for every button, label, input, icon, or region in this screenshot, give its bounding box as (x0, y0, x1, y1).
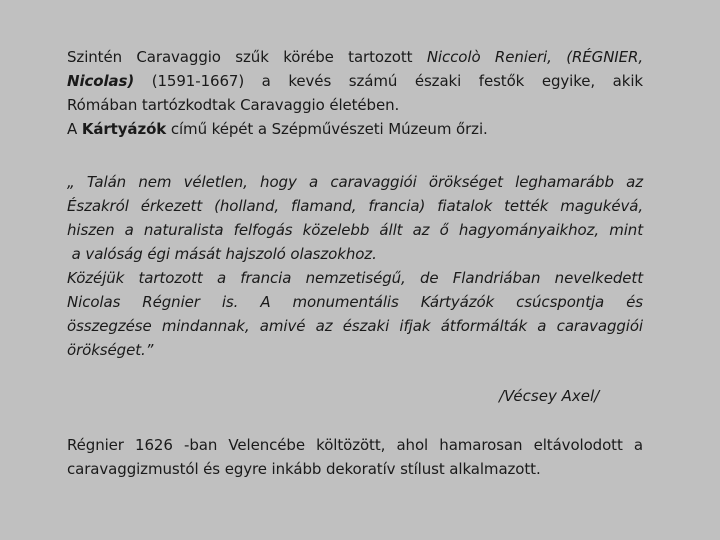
intro-line-1 (67, 45, 643, 69)
intro-line-4 (67, 117, 643, 141)
artist-name-continued: Nicolas) (67, 72, 135, 90)
quote-line: „ Talán nem véletlen, hogy a caravaggiói örökséget leghamarább az (67, 173, 643, 191)
artist-name: Niccolò Renieri, (RÉGNIER, (426, 48, 644, 66)
intro-line-3: Rómában tartózkodtak Caravaggio életében. (67, 96, 400, 114)
intro-text: című képét a Szépművészeti Múzeum őrzi. (166, 120, 488, 138)
quote-line: Északról érkezett (holland, flamand, francia) fiatalok tették magukévá, (67, 197, 643, 215)
intro-paragraph (67, 45, 643, 141)
intro-text: (1591-1667) a kevés számú északi festők egyike, akik (134, 72, 643, 90)
closing-line: Régnier 1626 -ban Velencébe költözött, ahol hamarosan eltávolodott a (67, 436, 643, 454)
closing-line: caravaggizmustól és egyre inkább dekoratív stílust alkalmazott. (67, 460, 541, 478)
intro-text: A (67, 120, 82, 138)
intro-text: Szintén Caravaggio szűk körébe tartozott (67, 48, 427, 66)
closing-paragraph (67, 433, 643, 481)
quote-line: Közéjük tartozott a francia nemzetiségű, de Flandriában nevelkedett (67, 269, 643, 287)
quote-line: a valóság égi mását hajszoló olaszokhoz. (67, 245, 377, 263)
intro-line-2 (67, 69, 643, 93)
painting-title: Kártyázók (81, 120, 167, 138)
quote-paragraph (67, 170, 643, 362)
quote-line: hiszen a naturalista felfogás közelebb állt az ő hagyományaikhoz, mint (67, 221, 643, 239)
quote-attribution: /Vécsey Axel/ (499, 387, 600, 405)
quote-line: Nicolas Régnier is. A monumentális Kártyázók csúcspontja és (67, 293, 643, 311)
quote-line: összegzése mindannak, amivé az északi ifjak átformálták a caravaggiói (67, 317, 643, 335)
quote-line: örökséget.” (67, 341, 154, 359)
